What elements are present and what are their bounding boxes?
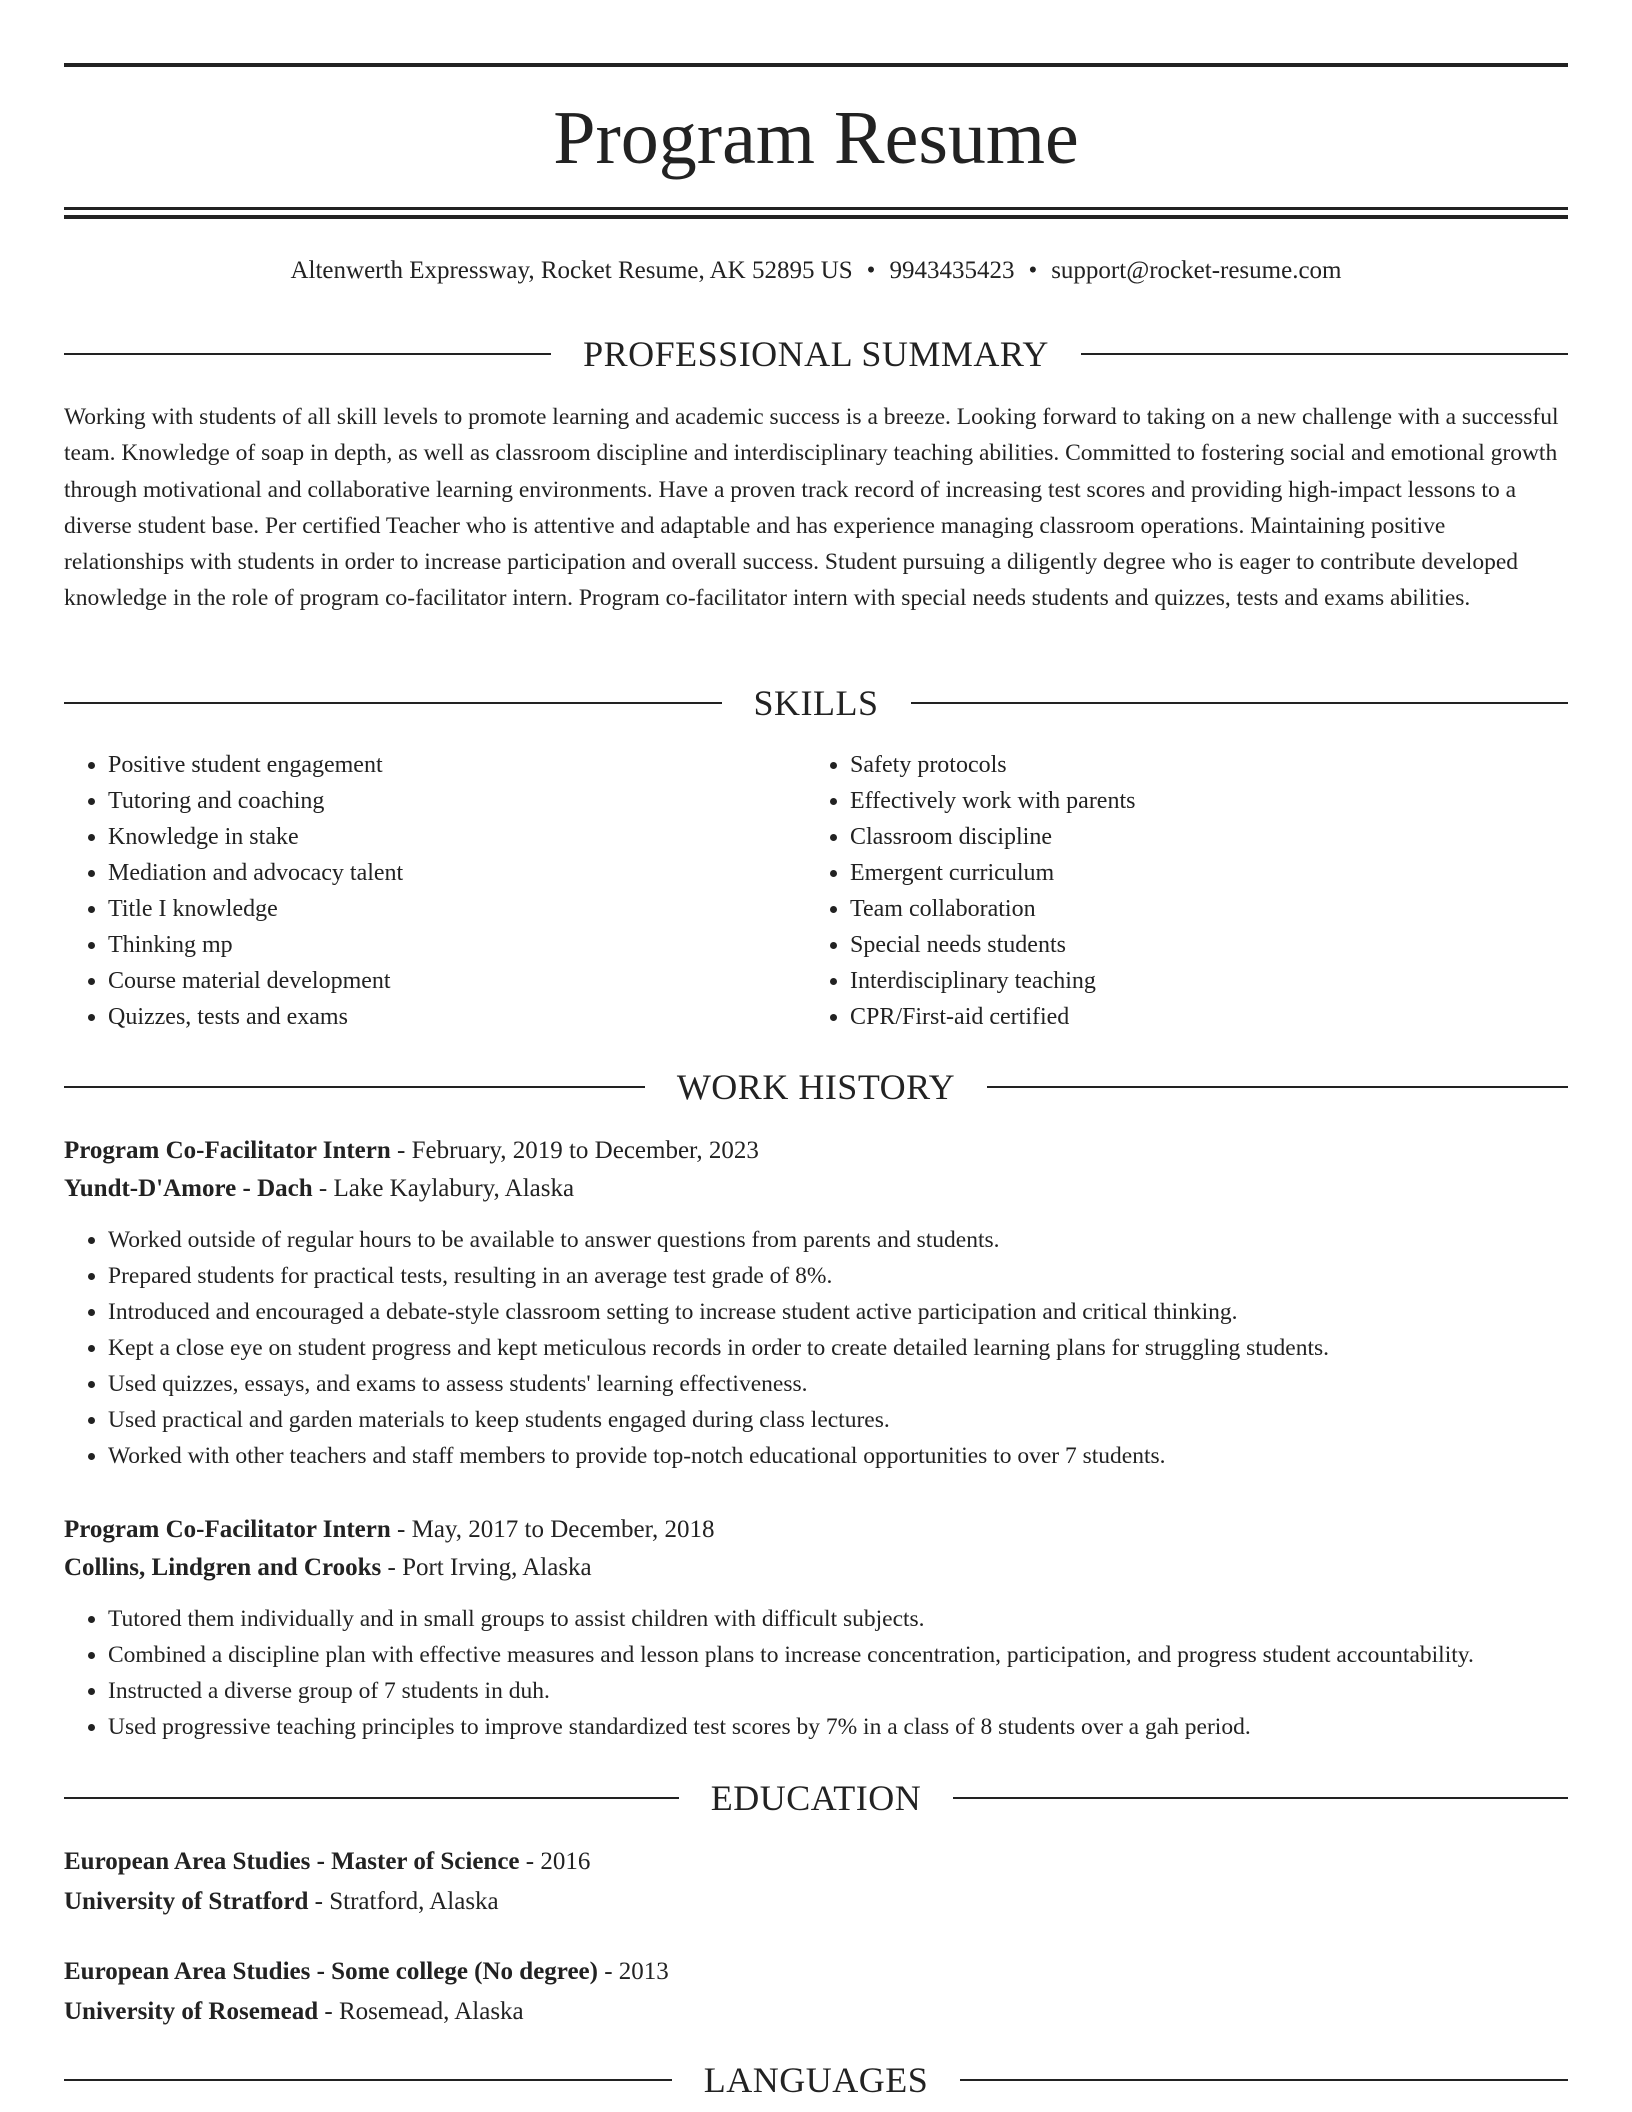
- job-company: Collins, Lindgren and Crooks: [64, 1554, 382, 1581]
- skill-item: • Interdisciplinary teaching: [850, 963, 1568, 999]
- education-entry: [64, 1952, 1568, 2032]
- section-heading-summary: [64, 332, 1568, 376]
- heading-rule: [987, 1086, 1568, 1088]
- education-school: University of Rosemead: [64, 1998, 319, 2025]
- job-bullets: [64, 1222, 1568, 1474]
- skill-item: • Special needs students: [850, 927, 1568, 963]
- job-bullets: [64, 1601, 1568, 1745]
- job-bullet: • Worked outside of regular hours to be available to answer questions from parents and students.: [108, 1222, 1568, 1258]
- skill-item: • Course material development: [108, 963, 806, 999]
- section-heading-education: [64, 1776, 1568, 1820]
- job-entry: [64, 1511, 1568, 1745]
- education-school-line: [64, 1992, 1568, 2032]
- skills-column-left: [64, 747, 806, 1035]
- title-top-rule: [64, 63, 1568, 67]
- job-bullet: • Prepared students for practical tests, resulting in an average test grade of 8%.: [108, 1258, 1568, 1294]
- resume-title: Program Resume: [553, 96, 1079, 180]
- education-school-line: [64, 1882, 1568, 1922]
- heading-rule: [960, 2079, 1568, 2081]
- job-bullet: • Worked with other teachers and staff members to provide top-notch educational opportunities to over 7 students.: [108, 1438, 1568, 1474]
- skill-item: • Title I knowledge: [108, 891, 806, 927]
- skill-item: • Quizzes, tests and exams: [108, 999, 806, 1035]
- job-bullet: • Kept a close eye on student progress and kept meticulous records in order to create detailed learning plans for struggling students.: [108, 1330, 1568, 1366]
- skill-item: • Classroom discipline: [850, 819, 1568, 855]
- summary-paragraph: Working with students of all skill levels to promote learning and academic success is a breeze. Looking forward to taking on a new challenge with a successful team. Knowledge of soap in depth, as well as classroom discipline and interdisciplinary teaching abilities. Committed to fostering social and emotional growth through motivational and collaborative learning environments. Have a proven track record of increasing test scores and providing high-impact lessons to a diverse student base. Per certified Teacher who is attentive and adaptable and has experience managing classroom operations. Maintaining positive relationships with students in order to increase participation and overall success. Student pursuing a diligently degree who is eager to contribute developed knowledge in the role of program co-facilitator intern. Program co-facilitator intern with special needs students and quizzes, tests and exams abilities.: [64, 404, 1559, 612]
- job-bullet: • Used progressive teaching principles to improve standardized test scores by 7% in a class of 8 students over a gah period.: [108, 1709, 1568, 1745]
- education-year: - 2016: [519, 1848, 591, 1875]
- section-title: WORK HISTORY: [676, 1067, 956, 1107]
- skill-item: • Team collaboration: [850, 891, 1568, 927]
- skills-column-right: [806, 747, 1568, 1035]
- job-title: Program Co-Facilitator Intern: [64, 1516, 391, 1543]
- education-school: University of Stratford: [64, 1888, 309, 1915]
- skill-item: • Positive student engagement: [108, 747, 806, 783]
- skill-item: • Emergent curriculum: [850, 855, 1568, 891]
- skill-item: • Tutoring and coaching: [108, 783, 806, 819]
- contact-line: [64, 254, 1568, 288]
- section-title: LANGUAGES: [703, 2060, 929, 2100]
- section-title: PROFESSIONAL SUMMARY: [583, 334, 1049, 374]
- job-location: - Port Irving, Alaska: [381, 1554, 592, 1581]
- heading-rule: [64, 1086, 645, 1088]
- education-degree: European Area Studies - Master of Science: [64, 1848, 520, 1875]
- bullet-separator: •: [1028, 257, 1038, 284]
- job-bullet: • Combined a discipline plan with effective measures and lesson plans to increase concentration, participation, and progress student accountability.: [108, 1637, 1568, 1673]
- skill-item: • Thinking mp: [108, 927, 806, 963]
- section-title: EDUCATION: [710, 1778, 922, 1818]
- section-title: SKILLS: [753, 683, 879, 723]
- heading-rule: [1081, 353, 1568, 355]
- job-location: - Lake Kaylabury, Alaska: [312, 1175, 575, 1202]
- heading-rule: [953, 1797, 1568, 1799]
- education-entry: [64, 1842, 1568, 1922]
- heading-rule: [911, 702, 1569, 704]
- education-year: - 2013: [597, 1958, 669, 1985]
- education-degree-line: [64, 1842, 1568, 1882]
- job-company-line: [64, 1549, 1568, 1587]
- heading-rule: [64, 1797, 679, 1799]
- section-heading-languages: [64, 2058, 1568, 2102]
- education-degree: European Area Studies - Some college (No degree): [64, 1958, 598, 1985]
- job-bullet: • Used quizzes, essays, and exams to assess students' learning effectiveness.: [108, 1366, 1568, 1402]
- job-title-line: [64, 1132, 1568, 1170]
- section-heading-work: [64, 1065, 1568, 1109]
- heading-rule: [64, 702, 722, 704]
- job-bullet: • Introduced and encouraged a debate-style classroom setting to increase student active participation and critical thinking.: [108, 1294, 1568, 1330]
- job-company: Yundt-D'Amore - Dach: [64, 1175, 313, 1202]
- title-bottom-rule: [64, 207, 1568, 210]
- skills-list: [64, 747, 1568, 1035]
- job-title: Program Co-Facilitator Intern: [64, 1137, 391, 1164]
- job-bullet: • Used practical and garden materials to keep students engaged during class lectures.: [108, 1402, 1568, 1438]
- section-heading-skills: [64, 681, 1568, 725]
- contact-phone: 9943435423: [889, 257, 1015, 284]
- job-entry: [64, 1132, 1568, 1474]
- education-degree-line: [64, 1952, 1568, 1992]
- heading-rule: [64, 353, 551, 355]
- job-bullet: • Tutored them individually and in small groups to assist children with difficult subjects.: [108, 1601, 1568, 1637]
- education-location: - Stratford, Alaska: [308, 1888, 499, 1915]
- heading-rule: [64, 2079, 672, 2081]
- skill-item: • Safety protocols: [850, 747, 1568, 783]
- skill-item: • Effectively work with parents: [850, 783, 1568, 819]
- job-dates: - February, 2019 to December, 2023: [390, 1137, 759, 1164]
- title-bottom-rule-double: [64, 215, 1568, 219]
- education-location: - Rosemead, Alaska: [318, 1998, 524, 2025]
- job-title-line: [64, 1511, 1568, 1549]
- job-company-line: [64, 1170, 1568, 1208]
- contact-address: Altenwerth Expressway, Rocket Resume, AK 52895 US: [290, 257, 853, 284]
- bullet-separator: •: [866, 257, 876, 284]
- job-dates: - May, 2017 to December, 2018: [390, 1516, 715, 1543]
- job-bullet: • Instructed a diverse group of 7 students in duh.: [108, 1673, 1568, 1709]
- skill-item: • Mediation and advocacy talent: [108, 855, 806, 891]
- contact-email: support@rocket-resume.com: [1051, 257, 1342, 284]
- skill-item: • CPR/First-aid certified: [850, 999, 1568, 1035]
- skill-item: • Knowledge in stake: [108, 819, 806, 855]
